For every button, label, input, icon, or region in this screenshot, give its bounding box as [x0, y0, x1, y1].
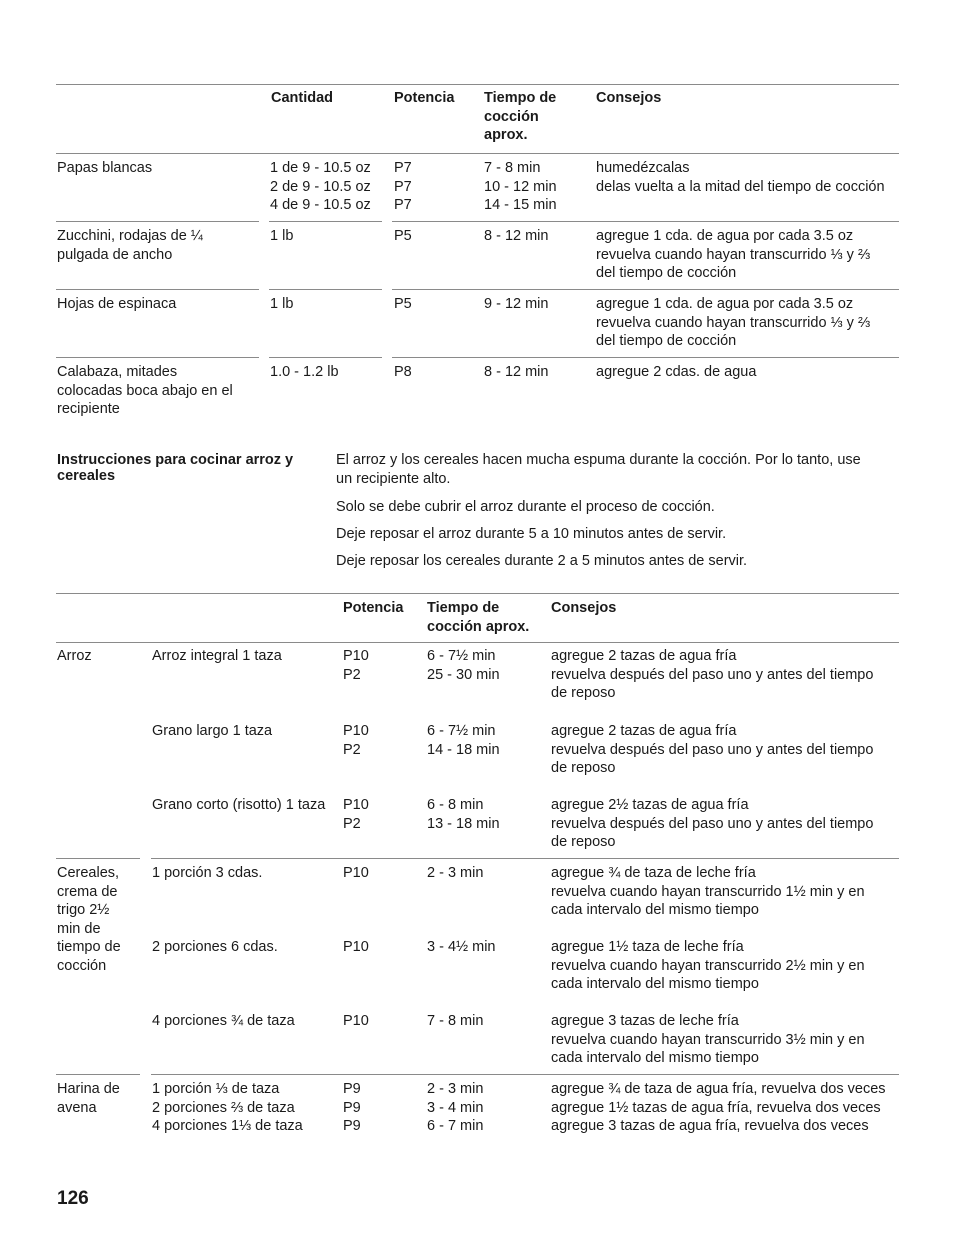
power-cell: P10 [343, 1013, 369, 1029]
power-cell: P7 P7 P7 [394, 160, 412, 213]
group-rule [56, 858, 140, 859]
table-top-rule [56, 593, 899, 594]
tips-cell: humedézcalas delas vuelta a la mitad del tiempo de cocción [596, 160, 885, 195]
row-rule [56, 289, 259, 290]
group-rule [56, 1074, 140, 1075]
row-rule [56, 357, 259, 358]
header-rule [56, 153, 899, 154]
page-number: 126 [57, 1188, 89, 1209]
time-cell: 8 - 12 min [484, 364, 549, 380]
instructions-heading: Instrucciones para cocinar arroz y cereales [57, 452, 294, 484]
row-rule [392, 357, 899, 358]
item-cell: Grano largo 1 taza [152, 723, 273, 739]
quantity-cell: 1 lb [270, 296, 294, 312]
quantity-cell: 1.0 - 1.2 lb [270, 364, 339, 380]
item-cell: Arroz integral 1 taza [152, 648, 282, 664]
tips-cell: agregue 2½ tazas de agua fría revuelva después del paso uno y antes del tiempo de reposo [551, 797, 874, 850]
food-cell: Harina de avena [57, 1081, 120, 1116]
tips-cell: agregue ¾ de taza de leche fría revuelva cuando hayan transcurrido 1½ min y en cada intervalo del mismo tiempo [551, 865, 865, 918]
food-cell: Hojas de espinaca [57, 296, 177, 312]
power-cell: P8 [394, 364, 412, 380]
header-power: Potencia [394, 90, 455, 106]
power-cell: P10 P2 [343, 648, 369, 683]
time-cell: 6 - 8 min 13 - 18 min [427, 797, 500, 832]
header-tips: Consejos [596, 90, 662, 106]
power-cell: P5 [394, 296, 412, 312]
row-rule [269, 357, 382, 358]
group-rule [151, 858, 899, 859]
item-cell: 1 porción ⅓ de taza 2 porciones ⅔ de taza 4 porciones 1⅓ de taza [152, 1081, 303, 1134]
header-time: Tiempo de cocción aprox. [484, 90, 557, 143]
tips-cell: agregue 1 cda. de agua por cada 3.5 oz revuelva cuando hayan transcurrido ⅓ y ⅔ del tiempo de cocción [596, 228, 871, 281]
power-cell: P10 P2 [343, 797, 369, 832]
item-cell: 2 porciones 6 cdas. [152, 939, 278, 955]
row-rule [392, 221, 899, 222]
instruction-paragraph: Solo se debe cubrir el arroz durante el proceso de cocción. [336, 499, 715, 515]
food-cell: Papas blancas [57, 160, 153, 176]
tips-cell: agregue 1 cda. de agua por cada 3.5 oz revuelva cuando hayan transcurrido ⅓ y ⅔ del tiempo de cocción [596, 296, 871, 349]
instruction-paragraph: El arroz y los cereales hacen mucha espuma durante la cocción. Por lo tanto, use un recipiente alto. [336, 452, 861, 487]
power-cell: P9 P9 P9 [343, 1081, 361, 1134]
power-cell: P10 [343, 939, 369, 955]
time-cell: 9 - 12 min [484, 296, 549, 312]
time-cell: 7 - 8 min 10 - 12 min 14 - 15 min [484, 160, 557, 213]
tips-cell: agregue 2 tazas de agua fría revuelva después del paso uno y antes del tiempo de reposo [551, 723, 874, 776]
instruction-paragraph: Deje reposar los cereales durante 2 a 5 minutos antes de servir. [336, 553, 748, 569]
time-cell: 3 - 4½ min [427, 939, 496, 955]
tips-cell: agregue ¾ de taza de agua fría, revuelva dos veces agregue 1½ tazas de agua fría, revuelva dos veces agregue 3 tazas de agua fría, revuelva dos veces [551, 1081, 886, 1134]
tips-cell: agregue 1½ taza de leche fría revuelva cuando hayan transcurrido 2½ min y en cada intervalo del mismo tiempo [551, 939, 865, 992]
group-rule [151, 1074, 899, 1075]
time-cell: 6 - 7½ min 14 - 18 min [427, 723, 500, 758]
instruction-paragraph: Deje reposar el arroz durante 5 a 10 minutos antes de servir. [336, 526, 727, 542]
item-cell: 4 porciones ¾ de taza [152, 1013, 295, 1029]
food-cell: Arroz [57, 648, 92, 664]
time-cell: 7 - 8 min [427, 1013, 484, 1029]
tips-cell: agregue 2 tazas de agua fría revuelva después del paso uno y antes del tiempo de reposo [551, 648, 874, 701]
tips-cell: agregue 2 cdas. de agua [596, 364, 757, 380]
food-cell: Cereales, crema de trigo 2½ min de tiempo de cocción [57, 865, 121, 974]
header-quantity: Cantidad [271, 90, 334, 106]
header-tips: Consejos [551, 600, 617, 616]
food-cell: Zucchini, rodajas de ¼ pulgada de ancho [57, 228, 203, 263]
row-rule [392, 289, 899, 290]
time-cell: 6 - 7½ min 25 - 30 min [427, 648, 500, 683]
header-rule [56, 642, 899, 643]
power-cell: P10 P2 [343, 723, 369, 758]
header-power: Potencia [343, 600, 404, 616]
tips-cell: agregue 3 tazas de leche fría revuelva cuando hayan transcurrido 3½ min y en cada intervalo del mismo tiempo [551, 1013, 865, 1066]
power-cell: P10 [343, 865, 369, 881]
table-top-rule [56, 84, 899, 85]
row-rule [56, 221, 259, 222]
row-rule [269, 289, 382, 290]
quantity-cell: 1 lb [270, 228, 294, 244]
quantity-cell: 1 de 9 - 10.5 oz 2 de 9 - 10.5 oz 4 de 9 - 10.5 oz [270, 160, 371, 213]
time-cell: 2 - 3 min 3 - 4 min 6 - 7 min [427, 1081, 484, 1134]
time-cell: 8 - 12 min [484, 228, 549, 244]
header-time: Tiempo de cocción aprox. [427, 600, 530, 635]
row-rule [269, 221, 382, 222]
time-cell: 2 - 3 min [427, 865, 484, 881]
item-cell: 1 porción 3 cdas. [152, 865, 263, 881]
item-cell: Grano corto (risotto) 1 taza [152, 797, 326, 813]
food-cell: Calabaza, mitades colocadas boca abajo en el recipiente [57, 364, 233, 417]
power-cell: P5 [394, 228, 412, 244]
